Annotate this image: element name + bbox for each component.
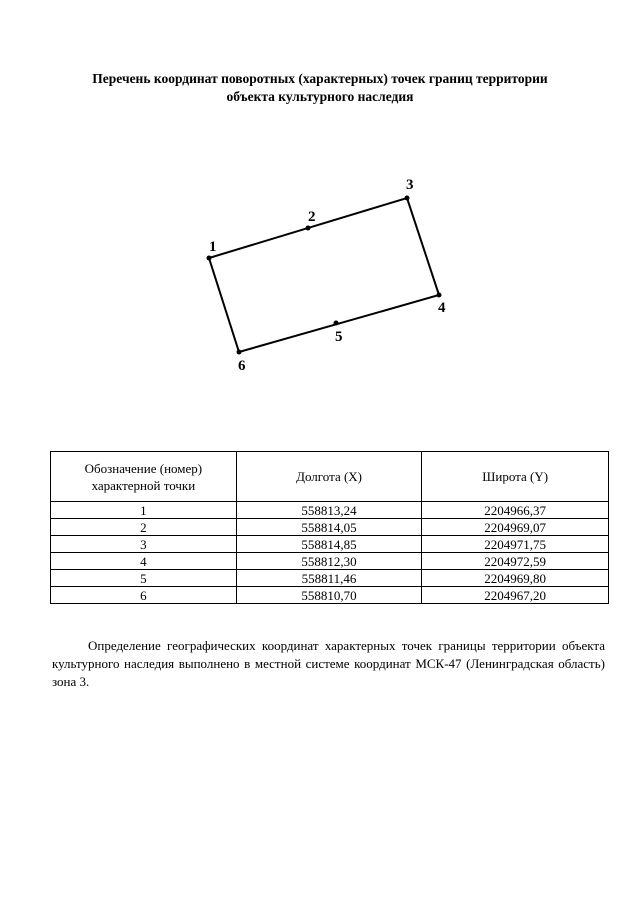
boundary-point-marker-6 <box>237 350 242 355</box>
cell-point-number: 1 <box>51 502 237 519</box>
boundary-point-label-4: 4 <box>438 300 446 316</box>
cell-latitude: 2204972,59 <box>422 553 609 570</box>
cell-latitude: 2204969,80 <box>422 570 609 587</box>
boundary-point-marker-1 <box>207 256 212 261</box>
table-row <box>51 570 609 587</box>
cell-longitude: 558810,70 <box>236 587 422 604</box>
cell-longitude: 558811,46 <box>236 570 422 587</box>
boundary-point-marker-5 <box>334 321 339 326</box>
cell-latitude: 2204971,75 <box>422 536 609 553</box>
boundary-outline <box>209 198 439 352</box>
cell-longitude: 558812,30 <box>236 553 422 570</box>
cell-point-number: 3 <box>51 536 237 553</box>
boundary-point-label-5: 5 <box>335 329 343 345</box>
coordinates-table <box>50 451 609 604</box>
cell-longitude: 558814,05 <box>236 519 422 536</box>
boundary-point-label-2: 2 <box>308 209 316 225</box>
header-latitude: Широта (Y) <box>422 452 609 502</box>
coordinate-system-note: Определение географических координат характерных точек границы территории объекта культурного наследия выполнено в местной системе координат МСК-47 (Ленинградская область) зона 3. <box>52 638 605 689</box>
table-row <box>51 587 609 604</box>
cell-latitude: 2204969,07 <box>422 519 609 536</box>
table-header-row <box>51 452 609 502</box>
header-longitude: Долгота (X) <box>236 452 422 502</box>
cell-longitude: 558813,24 <box>236 502 422 519</box>
table-row <box>51 536 609 553</box>
table-row <box>51 502 609 519</box>
boundary-point-label-1: 1 <box>209 239 217 255</box>
boundary-point-marker-3 <box>405 196 410 201</box>
cell-point-number: 2 <box>51 519 237 536</box>
boundary-point-label-6: 6 <box>238 358 246 374</box>
table-row <box>51 519 609 536</box>
cell-point-number: 6 <box>51 587 237 604</box>
boundary-point-marker-2 <box>306 226 311 231</box>
title-line-2: объекта культурного наследия <box>226 89 414 104</box>
header-point-number: Обозначение (номер) характерной точки <box>51 452 237 502</box>
cell-latitude: 2204967,20 <box>422 587 609 604</box>
table-row <box>51 553 609 570</box>
boundary-point-marker-4 <box>437 293 442 298</box>
boundary-point-label-3: 3 <box>406 177 414 193</box>
cell-latitude: 2204966,37 <box>422 502 609 519</box>
cell-point-number: 5 <box>51 570 237 587</box>
title-line-1: Перечень координат поворотных (характерных) точек границ территории <box>92 71 548 86</box>
cell-longitude: 558814,85 <box>236 536 422 553</box>
cell-point-number: 4 <box>51 553 237 570</box>
